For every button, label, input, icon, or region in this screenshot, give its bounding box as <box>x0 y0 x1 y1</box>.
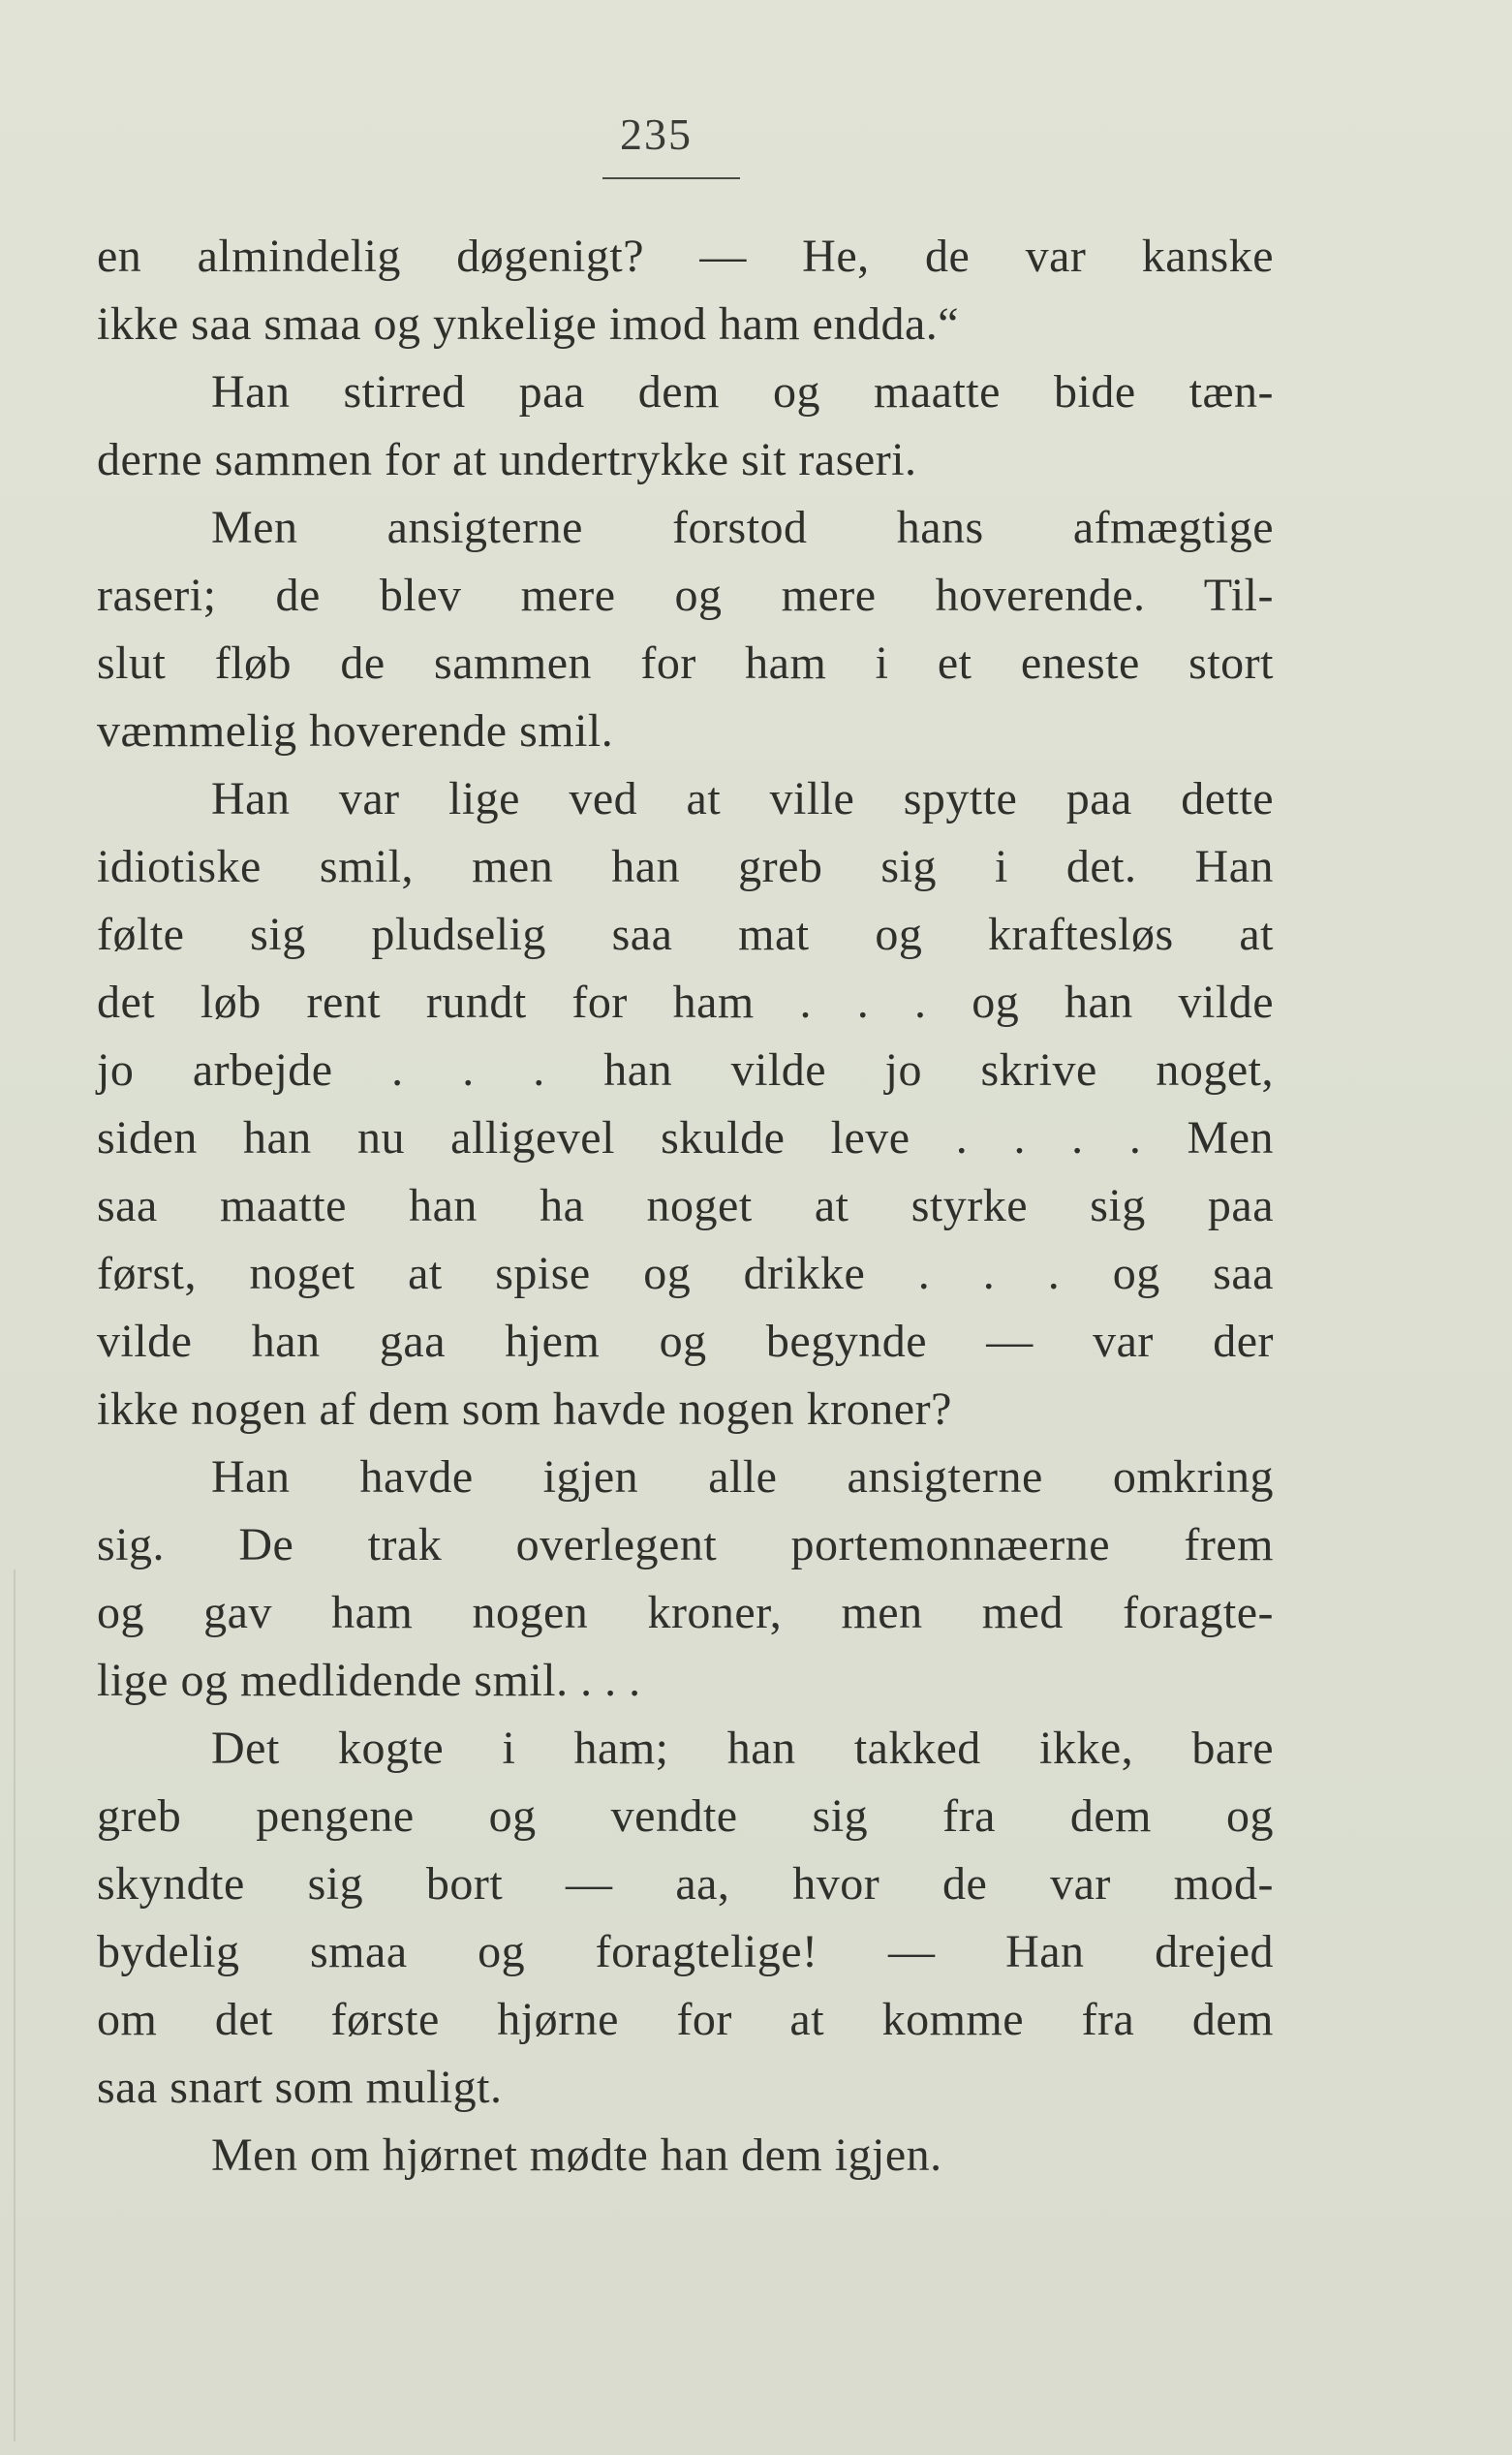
text-line: slut fløb de sammen for ham i et eneste stort <box>97 637 1274 689</box>
text-line: om det første hjørne for at komme fra dem <box>97 1994 1274 2045</box>
text-line: ikke saa smaa og ynkelige imod ham endda.“ <box>97 298 960 350</box>
text-line: greb pengene og vendte sig fra dem og <box>97 1790 1274 1842</box>
text-line: Han stirred paa dem og maatte bide tæn- <box>211 366 1274 418</box>
text-line: raseri; de blev mere og mere hoverende. Til- <box>97 570 1274 621</box>
text-line: saa snart som muligt. <box>97 2062 503 2113</box>
text-line: følte sig pludselig saa mat og kraftesløs at <box>97 909 1274 960</box>
text-line: skyndte sig bort — aa, hvor de var mod- <box>97 1858 1274 1910</box>
text-line: en almindelig døgenigt? — He, de var kanske <box>97 231 1274 282</box>
text-line: Han var lige ved at ville spytte paa dette <box>211 773 1274 824</box>
text-line: det løb rent rundt for ham . . . og han vilde <box>97 977 1274 1028</box>
text-line: idiotiske smil, men han greb sig i det. Han <box>97 841 1274 892</box>
text-line: vilde han gaa hjem og begynde — var der <box>97 1316 1274 1367</box>
text-line: jo arbejde . . . han vilde jo skrive noget, <box>97 1044 1274 1096</box>
text-line: Men ansigterne forstod hans afmægtige <box>211 502 1274 553</box>
page-edge-mark <box>14 1569 15 2441</box>
text-line: Men om hjørnet mødte han dem igjen. <box>211 2129 942 2181</box>
text-line: bydelig smaa og foragtelige! — Han drejed <box>97 1926 1274 1977</box>
text-line: sig. De trak overlegent portemonnæerne frem <box>97 1519 1274 1570</box>
text-line: siden han nu alligevel skulde leve . . . . Men <box>97 1112 1274 1164</box>
body-text <box>97 223 1274 2190</box>
page-number: 235 <box>620 109 693 159</box>
text-line: ikke nogen af dem som havde nogen kroner? <box>97 1383 952 1435</box>
page-number-rule <box>602 177 740 179</box>
text-line: Det kogte i ham; han takked ikke, bare <box>211 1723 1274 1774</box>
text-line: Han havde igjen alle ansigterne omkring <box>211 1451 1274 1503</box>
text-line: lige og medlidende smil. . . . <box>97 1655 641 1706</box>
text-line: væmmelig hoverende smil. <box>97 705 614 757</box>
text-line: først, noget at spise og drikke . . . og saa <box>97 1248 1274 1299</box>
text-line: og gav ham nogen kroner, men med foragte- <box>97 1587 1274 1638</box>
text-line: derne sammen for at undertrykke sit raseri. <box>97 434 917 485</box>
text-line: saa maatte han ha noget at styrke sig paa <box>97 1180 1274 1231</box>
